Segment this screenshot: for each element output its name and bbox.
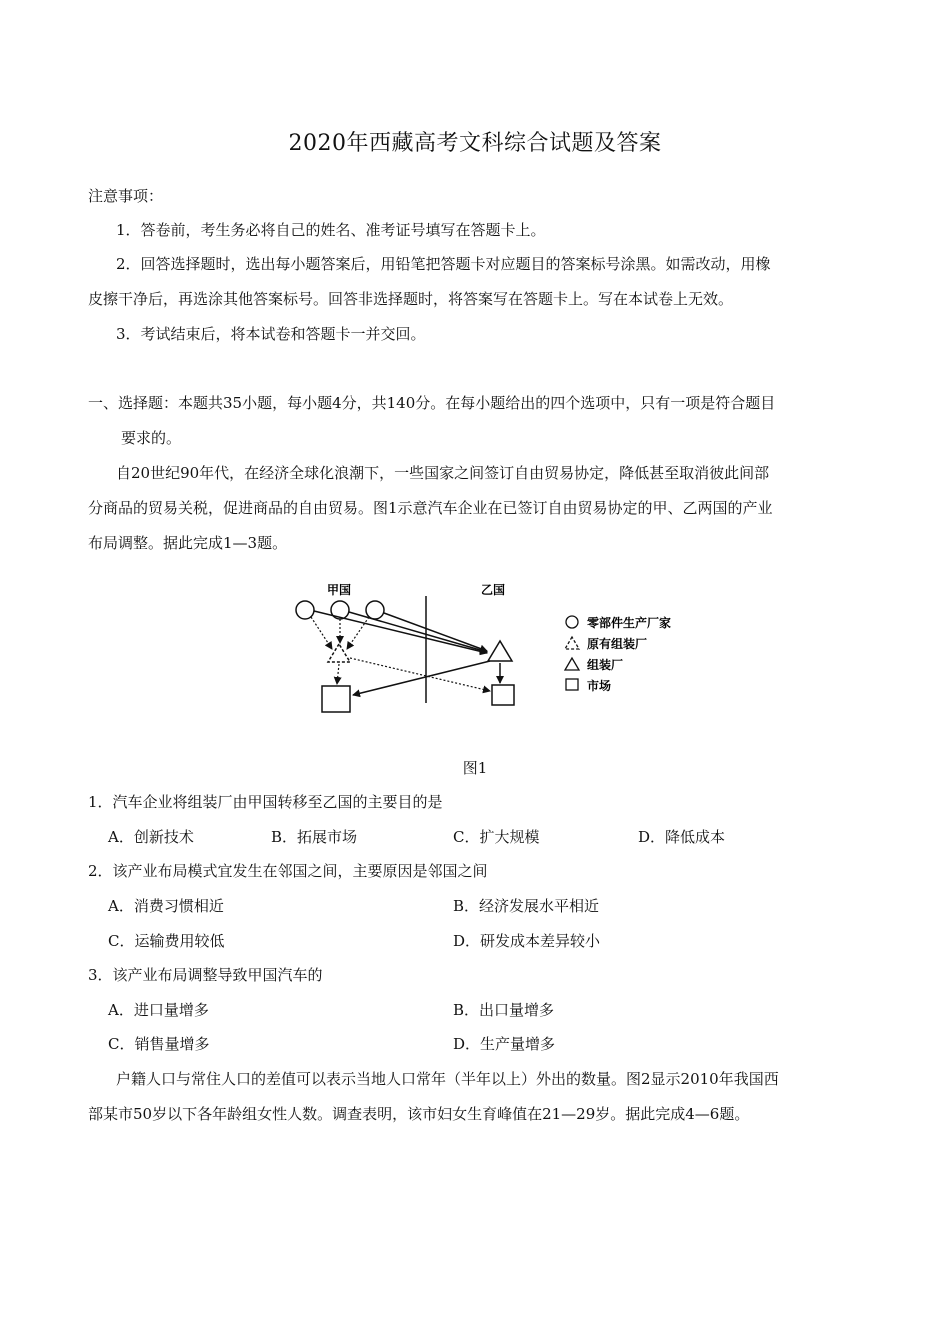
original-assembly-plant bbox=[328, 644, 350, 662]
q3-option-d: D．生产量增多 bbox=[453, 1035, 556, 1053]
parts-factory-3 bbox=[366, 601, 384, 619]
q1-option-a: A．创新技术 bbox=[108, 828, 194, 846]
notice-item-3: 3．考试结束后，将本试卷和答题卡一并交回。 bbox=[116, 325, 426, 343]
notice-item-2: 2．回答选择题时，选出每小题答案后，用铅笔把答题卡对应题目的答案标号涂黑。如需改动，用橡 bbox=[116, 255, 771, 273]
legend-parts-factory: 零部件生产厂家 bbox=[587, 616, 672, 630]
country-a-label: 甲国 bbox=[327, 583, 352, 597]
section-heading-cont: 要求的。 bbox=[121, 429, 182, 447]
section-heading: 一、选择题：本题共35小题，每小题4分，共140分。在每小题给出的四个选项中，只有一项是符合题目 bbox=[88, 394, 776, 412]
passage1-line3: 布局调整。据此完成1—3题。 bbox=[88, 534, 288, 552]
question-1-stem: 1．汽车企业将组装厂由甲国转移至乙国的主要目的是 bbox=[88, 793, 443, 811]
market-a bbox=[322, 686, 350, 712]
q3-option-b: B．出口量增多 bbox=[453, 1001, 555, 1019]
passage1-line2: 分商品的贸易关税，促进商品的自由贸易。图1示意汽车企业在已签订自由贸易协定的甲、乙两国的产业 bbox=[88, 499, 773, 517]
notice-item-2-cont: 皮擦干净后，再选涂其他答案标号。回答非选择题时，将答案写在答题卡上。写在本试卷上无效。 bbox=[88, 290, 734, 308]
q2-option-a: A．消费习惯相近 bbox=[108, 897, 224, 915]
old-flow-to-market-a bbox=[337, 664, 339, 684]
passage2-line2: 部某市50岁以下各年龄组女性人数。调查表明，该市妇女生育峰值在21—29岁。据此完成4—6题。 bbox=[88, 1105, 750, 1123]
q2-option-b: B．经济发展水平相近 bbox=[453, 897, 600, 915]
notice-heading: 注意事项： bbox=[88, 187, 164, 205]
country-b-label: 乙国 bbox=[481, 583, 506, 597]
market-b bbox=[492, 685, 514, 705]
old-flow-1 bbox=[311, 617, 332, 649]
notice-item-1: 1．答卷前，考生务必将自己的姓名、准考证号填写在答题卡上。 bbox=[116, 221, 546, 239]
page-title: 2020年西藏高考文科综合试题及答案 bbox=[288, 131, 662, 156]
q2-option-d: D．研发成本差异较小 bbox=[453, 932, 601, 950]
parts-factory-1 bbox=[296, 601, 314, 619]
legend-dashed-triangle-icon bbox=[565, 637, 579, 649]
q2-option-c: C．运输费用较低 bbox=[108, 932, 225, 950]
new-flow-2 bbox=[349, 612, 487, 652]
legend-original-assembly: 原有组装厂 bbox=[587, 637, 648, 651]
q3-option-a: A．进口量增多 bbox=[108, 1001, 209, 1019]
assembly-plant bbox=[488, 641, 512, 661]
q1-option-c: C．扩大规模 bbox=[453, 828, 540, 846]
passage1-line1: 自20世纪90年代，在经济全球化浪潮下，一些国家之间签订自由贸易协定，降低甚至取消彼此间部 bbox=[116, 464, 770, 482]
passage2-line1: 户籍人口与常住人口的差值可以表示当地人口常年（半年以上）外出的数量。图2显示2010年我国西 bbox=[116, 1070, 779, 1088]
figure-1-caption: 图1 bbox=[462, 759, 488, 777]
legend-triangle-icon bbox=[565, 658, 579, 670]
old-flow-to-market-b bbox=[350, 658, 490, 691]
figure-1-diagram bbox=[280, 575, 720, 725]
legend-market: 市场 bbox=[587, 679, 612, 693]
new-flow-to-market-a bbox=[353, 661, 490, 695]
q3-option-c: C．销售量增多 bbox=[108, 1035, 210, 1053]
q1-option-d: D．降低成本 bbox=[638, 828, 726, 846]
question-3-stem: 3．该产业布局调整导致甲国汽车的 bbox=[88, 966, 323, 984]
legend-square-icon bbox=[566, 679, 578, 690]
q1-option-b: B．拓展市场 bbox=[271, 828, 358, 846]
legend-circle-icon bbox=[566, 616, 578, 628]
legend-assembly: 组装厂 bbox=[587, 658, 624, 672]
question-2-stem: 2．该产业布局模式宜发生在邻国之间，主要原因是邻国之间 bbox=[88, 862, 488, 880]
